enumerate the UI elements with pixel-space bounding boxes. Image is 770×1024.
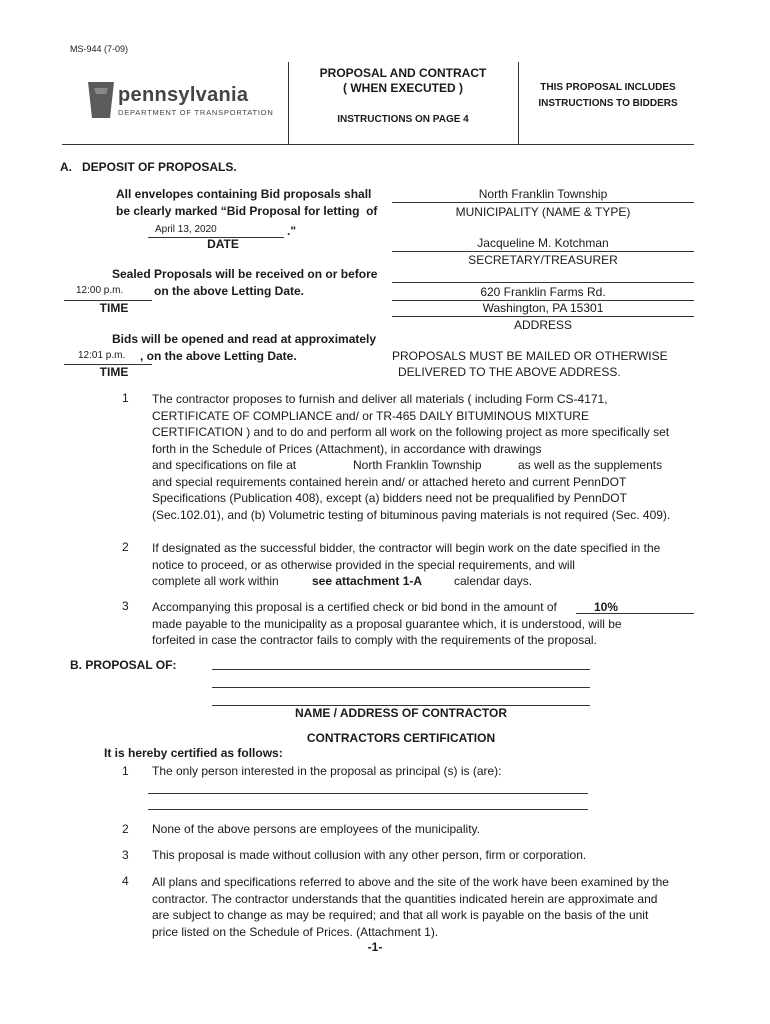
opened-time: 12:01 p.m. bbox=[78, 350, 126, 361]
envelopes-line2: be clearly marked “Bid Proposal for letting of bbox=[116, 204, 378, 218]
quote-mark: ." bbox=[287, 224, 297, 238]
cert-3-number: 3 bbox=[122, 848, 129, 862]
opened-line1: Bids will be opened and read at approximately bbox=[112, 332, 377, 346]
includes-line1: THIS PROPOSAL INCLUDES bbox=[540, 82, 676, 93]
opened-line2: , on the above Letting Date. bbox=[140, 349, 297, 363]
envelopes-line1: All envelopes containing Bid proposals shall bbox=[116, 187, 372, 201]
header-bottom-rule bbox=[62, 144, 694, 145]
form-number: MS-944 (7-09) bbox=[70, 44, 129, 54]
contractor-label: NAME / ADDRESS OF CONTRACTOR bbox=[294, 706, 507, 720]
item-2-number: 2 bbox=[122, 540, 129, 554]
cert-1-number: 1 bbox=[122, 764, 129, 778]
logo-name: pennsylvania bbox=[118, 84, 249, 106]
address-top-line bbox=[392, 282, 694, 283]
time-label: TIME bbox=[99, 301, 129, 315]
address-label: ADDRESS bbox=[513, 318, 572, 332]
secretary-line bbox=[392, 251, 694, 252]
proposal-title: PROPOSAL AND CONTRACT bbox=[319, 66, 487, 80]
cert-4-number: 4 bbox=[122, 874, 129, 888]
municipality-value: North Franklin Township bbox=[478, 187, 608, 201]
sealed-line1: Sealed Proposals will be received on or before bbox=[112, 267, 378, 281]
item-3-number: 3 bbox=[122, 599, 129, 613]
section-b-heading: B. PROPOSAL OF: bbox=[70, 658, 177, 672]
certification-title: CONTRACTORS CERTIFICATION bbox=[306, 731, 496, 745]
penndot-logo bbox=[86, 80, 286, 124]
contractor-line-2[interactable] bbox=[212, 687, 590, 688]
header-divider-right bbox=[518, 62, 519, 144]
includes-line2: INSTRUCTIONS TO BIDDERS bbox=[538, 98, 678, 109]
cert-1-text: The only person interested in the proposal as principal (s) is (are): bbox=[152, 764, 502, 778]
address-line2: Washington, PA 15301 bbox=[482, 301, 604, 315]
instructions-note: INSTRUCTIONS ON PAGE 4 bbox=[337, 114, 469, 125]
bid-bond-amount: 10% bbox=[594, 600, 619, 614]
proposal-subtitle: ( WHEN EXECUTED ) bbox=[343, 81, 463, 95]
sealed-line2: on the above Letting Date. bbox=[154, 284, 305, 298]
contractor-line-1[interactable] bbox=[212, 669, 590, 670]
address-line1: 620 Franklin Farms Rd. bbox=[480, 285, 606, 299]
principal-line-1[interactable] bbox=[148, 793, 588, 794]
received-time: 12:00 p.m. bbox=[76, 285, 124, 296]
principal-line-2[interactable] bbox=[148, 809, 588, 810]
municipality-line bbox=[392, 202, 694, 203]
date-label: DATE bbox=[207, 237, 239, 251]
cert-4-text: All plans and specifications referred to above and the site of the work have been examined by the contractor. The contractor understands that the quantities indicated herein are approximate and are subject to change as may be required; and that all work is payable on the basis of the unit price listed on the Schedule of Prices. (Attachment 1). bbox=[152, 875, 669, 939]
item-3-text: Accompanying this proposal is a certified check or bid bond in the amount of 10% made payable to the municipality as a proposal guarantee which, it is understood, will be forfeited in case the contractor fails to comply with the requirements of the proposal. bbox=[152, 599, 712, 649]
item-2-text: If designated as the successful bidder, the contractor will begin work on the date specified in the notice to proceed, or as otherwise provided in the special requirements, and will complete all work within see attachment 1-A calendar days. bbox=[152, 541, 661, 588]
logo-subtitle: DEPARTMENT OF TRANSPORTATION bbox=[118, 108, 274, 117]
mailed-line2: DELIVERED TO THE ABOVE ADDRESS. bbox=[398, 365, 621, 379]
mailed-line1: PROPOSALS MUST BE MAILED OR OTHERWISE bbox=[392, 349, 668, 363]
header-divider-left bbox=[288, 62, 289, 144]
cert-2-number: 2 bbox=[122, 822, 129, 836]
time-label-2: TIME bbox=[99, 365, 129, 379]
address-bottom-line bbox=[392, 316, 694, 317]
cert-2-text: None of the above persons are employees of the municipality. bbox=[152, 822, 480, 836]
certification-intro: It is hereby certified as follows: bbox=[104, 746, 283, 760]
item-1-text: The contractor proposes to furnish and deliver all materials ( including Form CS-4171, CERTIFICATE OF COMPLIANCE and/ or TR-465 DAILY BITUMINOUS MIXTURE CERTIFICATION ) and to do and perform all work on the following project as more specifically set forth in the Schedule of Prices (Attachment), in accordance with drawings and specifications on file at North Franklin Township as well as the supplements and special requirements contained herein and/ or attached hereto and current PennDOT Specifications (Publication 408), except (a) bidders need not be prequalified by PennDOT (Sec.102.01), and (b) Volumetric testing of bituminous paving materials is not required (Sec. 409). bbox=[152, 392, 671, 522]
section-a-heading: A. DEPOSIT OF PROPOSALS. bbox=[60, 160, 237, 174]
item-1-number: 1 bbox=[122, 391, 129, 405]
municipality-label: MUNICIPALITY (NAME & TYPE) bbox=[455, 205, 631, 219]
page-number: -1- bbox=[367, 940, 383, 954]
keystone-icon bbox=[86, 80, 116, 120]
secretary-value: Jacqueline M. Kotchman bbox=[477, 236, 609, 250]
cert-3-text: This proposal is made without collusion with any other person, firm or corporation. bbox=[152, 848, 587, 862]
letting-date: April 13, 2020 bbox=[155, 224, 217, 235]
secretary-label: SECRETARY/TREASURER bbox=[468, 253, 618, 267]
